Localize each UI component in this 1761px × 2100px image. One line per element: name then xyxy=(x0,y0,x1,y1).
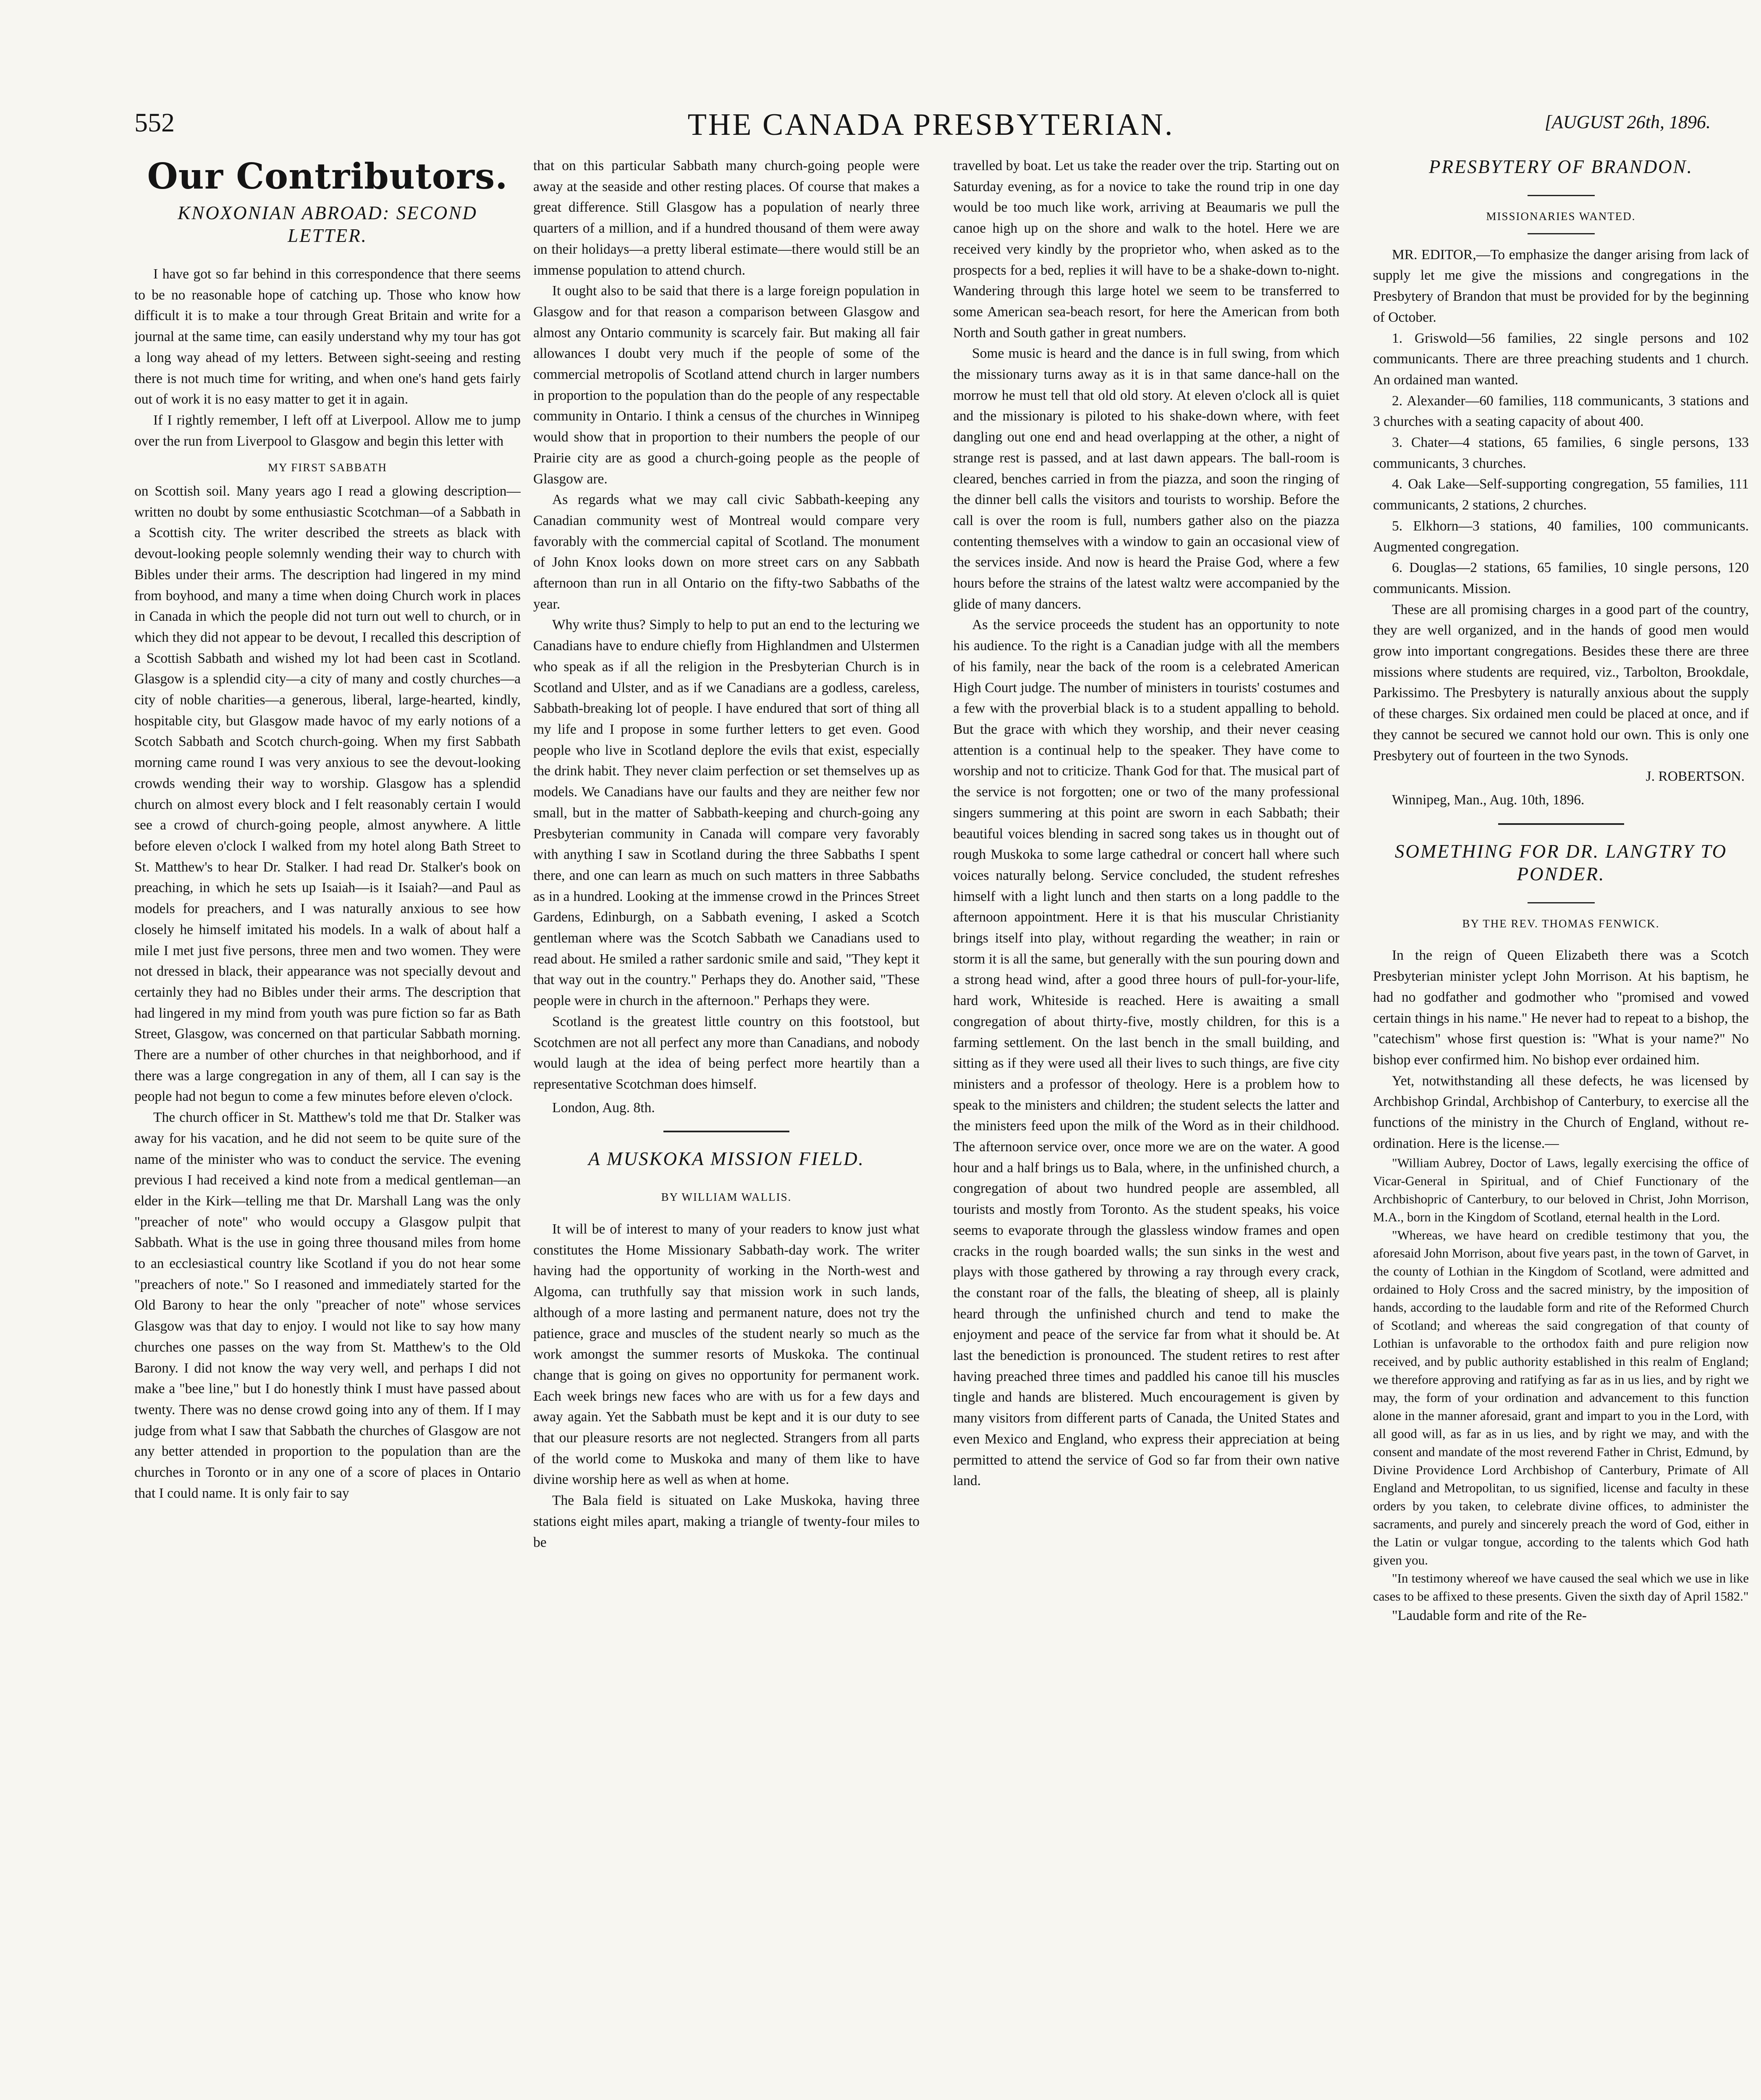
quote-paragraph: "William Aubrey, Doctor of Laws, legally exercising the office of Vicar-General in Spiritual, and of Chief Functionary of the Archbishopric of Canterbury, to our beloved in Christ, John Morrison, M.A., born in the Kingdom of Scotland, eternal health in the Lord. xyxy=(1373,1155,1749,1225)
list-item: 3. Chater—4 stations, 65 families, 6 single persons, 133 communicants, 3 churches. xyxy=(1373,435,1749,471)
article-title-langtry: SOMETHING FOR DR. LANGTRY TO PONDER. xyxy=(1394,840,1727,885)
list-item: 4. Oak Lake—Self-supporting congregation, 55 families, 111 communicants, 2 stations, 2 churches. xyxy=(1373,476,1749,513)
paragraph: that on this particular Sabbath many church-going people were away at the seaside and other resting places. Of course that makes a great difference. Still Glasgow has a population of nearly three quarters of a million, and if a hundred thousand of them were away on their holidays—a pretty liberal estimate—there would still be an immense population to attend church. xyxy=(533,158,920,278)
divider-rule xyxy=(1528,195,1595,196)
column-3 xyxy=(953,155,1339,2100)
subheading-first-sabbath: MY FIRST SABBATH xyxy=(267,461,388,474)
list-item: 6. Douglas—2 stations, 65 families, 10 single persons, 120 communicants. Mission. xyxy=(1373,560,1749,596)
quote-paragraph: "In testimony whereof we have caused the seal which we use in like cases to be affixed to these presents. Given the sixth day of April 1582." xyxy=(1373,1571,1749,1604)
column-1 xyxy=(134,155,521,2100)
paragraph: Yet, notwithstanding all these defects, he was licensed by Archbishop Grindal, Archbishop of Canterbury, to exercise all the functions of the ministry in the Church of England, without re-ordination. Here is the license.— xyxy=(1373,1073,1749,1151)
place-date: London, Aug. 8th. xyxy=(552,1100,655,1116)
list-item: 2. Alexander—60 families, 118 communicants, 3 stations and 3 churches with a seating capacity of about 400. xyxy=(1373,393,1749,430)
article-title-knoxonian: KNOXONIAN ABROAD: SECOND LETTER. xyxy=(178,202,477,246)
paragraph: The Bala field is situated on Lake Muskoka, having three stations eight miles apart, making a triangle of twenty-four miles to be xyxy=(533,1493,920,1550)
divider-rule xyxy=(1498,823,1624,825)
divider-rule xyxy=(1528,902,1595,903)
article-title-muskoka: A MUSKOKA MISSION FIELD. xyxy=(588,1148,865,1170)
signature: J. ROBERTSON. xyxy=(1646,769,1745,785)
page-header xyxy=(134,107,1727,153)
article-title-brandon: PRESBYTERY OF BRANDON. xyxy=(1429,156,1693,177)
list-item: 1. Griswold—56 families, 22 single persons and 102 communicants. There are three preaching students and 1 church. An ordained man wanted. xyxy=(1373,330,1749,388)
byline: BY WILLIAM WALLIS. xyxy=(661,1191,792,1204)
paragraph: I have got so far behind in this correspondence that there seems to be no reasonable hope of catching up. Those who know how difficult it is to make a tour through Great Britain and write for a journal at the same time, can easily understand why my tour has got a long way ahead of my letters. Between sight-seeing and resting there is not much time for writing, and when one's hand gets fairly out of work it is no easy matter to get it in again. xyxy=(134,266,521,407)
byline: BY THE REV. THOMAS FENWICK. xyxy=(1462,917,1660,930)
list-item: 5. Elkhorn—3 stations, 40 families, 100 communicants. Augmented congregation. xyxy=(1373,518,1749,555)
section-title: Our Contributors. xyxy=(147,155,508,197)
paragraph: These are all promising charges in a good part of the country, they are well organized, and in the hands of good men would grow into important congregations. Besides these there are three missions where students are required, viz., Tarbolton, Brookdale, Parkissimo. The Presbytery is naturally anxious about the supply of these charges. Six ordained men could be placed at once, and if they cannot be secured we cannot hold our own. This is only one Presbytery out of fourteen in the two Synods. xyxy=(1373,601,1749,764)
divider-rule xyxy=(663,1131,789,1132)
page-number: 552 xyxy=(134,108,175,137)
paragraph: It will be of interest to many of your readers to know just what constitutes the Home Missionary Sabbath-day work. The writer having had the opportunity of working in the North-west and Algoma, can truthfully say that mission work in such lands, although of a more lasting and permanent nature, does not try the patience, grace and muscles of the student nearly so much as the work amongst the summer resorts of Muskoka. The continual change that is going on gives no opportunity for permanent work. Each week brings new faces who are with us for a few days and away again. Yet the Sabbath must be kept and it is our duty to see that our pleasure resorts are not neglected. Strangers from all parts of the world come to Muskoka and many of them like to have divine worship here as well as when at home. xyxy=(533,1221,920,1488)
paragraph: It ought also to be said that there is a large foreign population in Glasgow and for that reason a comparison between Glasgow and almost any Ontario community is scarcely fair. But making all fair allowances I doubt very much if the people of some of the commercial metropolis of Scotland attend church in larger numbers in proportion to the population than do the people of any respectable community in Ontario. I think a census of the churches in Winnipeg would show that in proportion to their numbers the people of our Prairie city are as good a church-going people as the people of Glasgow are. xyxy=(533,283,920,487)
paragraph: Scotland is the greatest little country on this footstool, but Scotchmen are not all perfect any more than Canadians, and nobody would laugh at the idea of being perfect more heartily than a representative Scotchman does himself. xyxy=(533,1013,920,1092)
masthead: THE CANADA PRESBYTERIAN. xyxy=(687,108,1174,142)
paragraph: As regards what we may call civic Sabbath-keeping any Canadian community west of Montreal would compare very favorably with the commercial capital of Scotland. The monument of John Knox looks down on more street cars on any Sabbath afternoon than run in all Ontario on the fifty-two Sabbaths of the year. xyxy=(533,492,920,612)
paragraph: Why write thus? Simply to help to put an end to the lecturing we Canadians have to endure chiefly from Highlandmen and Ulstermen who speak as if all the religion in the Presbyterian Church is in Scotland and Ulster, and as if we Canadians are a godless, careless, Sabbath-breaking lot of people. I have endured that sort of thing all my life and I propose in some further letters to get even. Good people who live in Scotland deplore the evils that exist, especially the drink habit. They never claim perfection or set themselves up as models. We Canadians have our faults and they are neither few nor small, but in the matter of Sabbath-keeping and church-going any Presbyterian community in Canada will compare very favorably with anything I saw in Scotland during the three Sabbaths I spent there, and one can learn as much on such matters in three Sabbaths as in a hundred. Looking at the immense crowd in the Princes Street Gardens, Edinburgh, on a Sabbath evening, I asked a Scotch gentleman where was the Scotch Sabbath we Canadians used to read about. He smiled a rather sardonic smile and said, "They kept it that way out in the country." Perhaps they do. Another said, "These people were in church in the afternoon." Perhaps they were. xyxy=(533,617,920,1009)
place-date: Winnipeg, Man., Aug. 10th, 1896. xyxy=(1392,792,1585,808)
paragraph: The church officer in St. Matthew's told me that Dr. Stalker was away for his vacation, and he did not seem to be quite sure of the name of the minister who was to conduct the service. The evening previous I had received a kind note from a medical gentleman—an elder in the Kirk—telling me that Dr. Marshall Lang was the only "preacher of note" who would occupy a Glasgow pulpit that Sabbath. What is the use in going three thousand miles from home to an ecclesiastical country like Scotland if you do not hear some "preachers of note." So I reasoned and immediately started for the Old Barony to hear the only "preacher of note" whose services Glasgow was that day to enjoy. I would not like to say how many churches one passes on the way from St. Matthew's to the Old Barony. I did not know the way very well, and perhaps I did not make a "bee line," but I do honestly think I must have passed about twenty. There was no dense crowd going into any of them. If I may judge from what I saw that Sabbath the churches of Glasgow are not any better attended in proportion to the population than are the churches in Toronto or in any one of a score of places in Ontario that I could name. It is only fair to say xyxy=(134,1110,521,1501)
license-quote xyxy=(1373,1154,1749,1605)
paragraph: In the reign of Queen Elizabeth there was a Scotch Presbyterian minister yclept John Morrison. At his baptism, he had no godfather and godmother who "promised and vowed certain things in his name." He never had to repeat to a bishop, the "catechism" whose first question is: "What is your name?" No bishop ever confirmed him. No bishop ever ordained him. xyxy=(1373,948,1749,1068)
issue-date: [AUGUST 26th, 1896. xyxy=(1544,112,1711,132)
paragraph: Some music is heard and the dance is in full swing, from which the missionary turns away as it is in that same dance-hall on the morrow he must tell that old old story. At eleven o'clock all is quiet and the missionary is piloted to his shake-down where, with feet dangling out one end and head overlapping at the other, a night of strange rest is passed, and at last dawn appears. The ball-room is cleared, benches carried in from the piazza, and soon the ringing of the dinner bell calls the visitors and tourists to worship. Before the call is over the room is full, numbers gather also on the piazza contenting themselves with a window to gain an occasional view of the services inside. And now is heard the Praise God, where a few hours before the strains of the latest waltz were accompanied by the glide of many dancers. xyxy=(953,346,1339,612)
paragraph: As the service proceeds the student has an opportunity to note his audience. To the right is a Canadian judge with all the members of his family, near the back of the room is a celebrated American High Court judge. The number of ministers in tourists' costumes and a few with the proverbial black is to a student appalling to behold. But the grace with which they worship, and their never ceasing attention is a continual help to the speaker. They have come to worship and not to criticize. Thank God for that. The musical part of the service is not forgotten; one or two of the many professional singers summering at this point are sworn in each Sabbath; their beautiful voices blending in sacred song takes us in thought out of rough Muskoka to some large cathedral or concert hall where such voices naturally belong. Service concluded, the student refreshes himself with a light lunch and then starts on a long paddle to the afternoon appointment. Here it is that his muscular Christianity brings itself into play, without regarding the weather; in rain or storm it is all the same, but generally with the sun pouring down and a strong head wind, after a good three hours of pull-for-your-life, hard work, Whiteside is reached. Here is awaiting a small congregation of about thirty-five, mostly children, for this is a farming settlement. On the last bench in the small building, and sitting as if they were used all their lives to such things, are five city ministers and a professor of theology. Here is a problem how to speak to the ministers and children; the student selects the latter and the ministers feed upon the milk of the Word as in their childhood. The afternoon service over, once more we are on the water. A good hour and a half brings us to Bala, where, in the unfinished church, a congregation of about two hundred people are assembled, all tourists and mostly from Toronto. As the student speaks, his voice seems to evaporate through the glassless window frames and open cracks in the rough boarded walls; the sun sinks in the west and plays with those gathered by throwing a ray through every crack, the constant roar of the falls, the bleating of sheep, all is plainly heard through the unfinished church and tend to make the enjoyment and peace of the service far from what it should be. At last the benediction is pronounced. The student retires to rest after having preached three times and paddled his canoe till his muscles tingle and hands are blistered. Much encouragement is given by many visitors from different parts of Canada, the United States and even Mexico and England, who express their appreciation at being permitted to attend the service of God so far from their own native land. xyxy=(953,617,1339,1489)
column-2 xyxy=(533,155,920,2100)
divider-rule xyxy=(1528,233,1595,234)
subheading-missionaries: MISSIONARIES WANTED. xyxy=(1486,210,1636,223)
paragraph: MR. EDITOR,—To emphasize the danger arising from lack of supply let me give the missions and congregations in the Presbytery of Brandon that must be provided for by the beginning of October. xyxy=(1373,247,1749,325)
paragraph: "Laudable form and rite of the Re- xyxy=(1392,1608,1587,1624)
quote-paragraph: "Whereas, we have heard on credible testimony that you, the aforesaid John Morrison, about five years past, in the town of Garvet, in the county of Lothian in the Kingdom of Scotland, were admitted and ordained to Holy Cross and the sacred ministry, by the imposition of hands, according to the laudable form and rite of the Reformed Church of Scotland; and whereas the said congregation of that county of Lothian is unfavorable to the orthodox faith and pure religion now received, and by public authority established in this realm of England; we therefore approving and ratifying as far as in us lies, and by right we may, the form of your ordination and advancement to this function alone in the manner aforesaid, grant and impart to you in the Lord, with all good will, as far as in us lies, and by right we may, and with the consent and mandate of the most reverend Father in Christ, Edmund, by Divine Providence Lord Archbishop of Canterbury, Primate of All England and Metropolitan, to us signified, license and faculty in these orders by you taken, to celebrate divine offices, to administer the sacraments, and purely and sincerely preach the word of God, either in the Latin or vulgar tongue, according to the talents which God hath given you. xyxy=(1373,1228,1749,1568)
paragraph: If I rightly remember, I left off at Liverpool. Allow me to jump over the run from Liverpool to Glasgow and begin this letter with xyxy=(134,412,521,449)
paragraph: travelled by boat. Let us take the reader over the trip. Starting out on Saturday evening, as for a novice to take the round trip in one day would be too much like work, arriving at Beaumaris we pull the canoe high up on the shore and walk to the hotel. Here we are received very kindly by the proprietor who, when asked as to the prospects for a bed, replies it will have to be a shake-down to-night. Wandering through this large hotel we seem to be transferred to some American sea-beach resort, for here the American from both North and South gather in great numbers. xyxy=(953,158,1339,341)
column-4 xyxy=(1373,155,1749,2100)
paragraph: on Scottish soil. Many years ago I read a glowing description—written no doubt by some enthusiastic Scotchman—of a Sabbath in a Scottish city. The writer described the streets as black with devout-looking people solemnly wending their way to church with Bibles under their arms. The description had lingered in my mind from boyhood, and many a time when doing Church work in places in Canada in which the people did not turn out well to church, or in which they did not appear to be devout, I recalled this description of a Scottish Sabbath and wished my lot had been cast in Scotland. Glasgow is a splendid city—a city of many and costly churches—a city of noble charities—a generous, liberal, large-hearted, kindly, hospitable city, but Glasgow made havoc of my early notions of a Scotch Sabbath and Scotch church-going. When my first Sabbath morning came round I was very anxious to see the devout-looking crowds wending their way to worship. Glasgow has a splendid church on almost every block and I felt reasonably certain I would see a crowd of church-going people, almost anywhere. A little before eleven o'clock I walked from my hotel along Bath Street to St. Matthew's to hear Dr. Stalker. I had read Dr. Stalker's book on preaching, in which he sets up Isaiah—is it Isaiah?—and Paul as models for preachers, and I was naturally anxious to see how closely he himself imitated his models. In a walk of about half a mile I met just five persons, three men and two women. They were not dressed in black, their appearance was not specially devout and certainly they had no Bibles under their arms. The description that had lingered in my mind from youth was pure fiction so far as Bath Street, Glasgow, was concerned on that particular Sabbath morning. There are a number of other churches in that neighborhood, and if there was a large congregation in any of them, all I can say is the people had not begun to come a few minutes before eleven o'clock. xyxy=(134,483,521,1105)
